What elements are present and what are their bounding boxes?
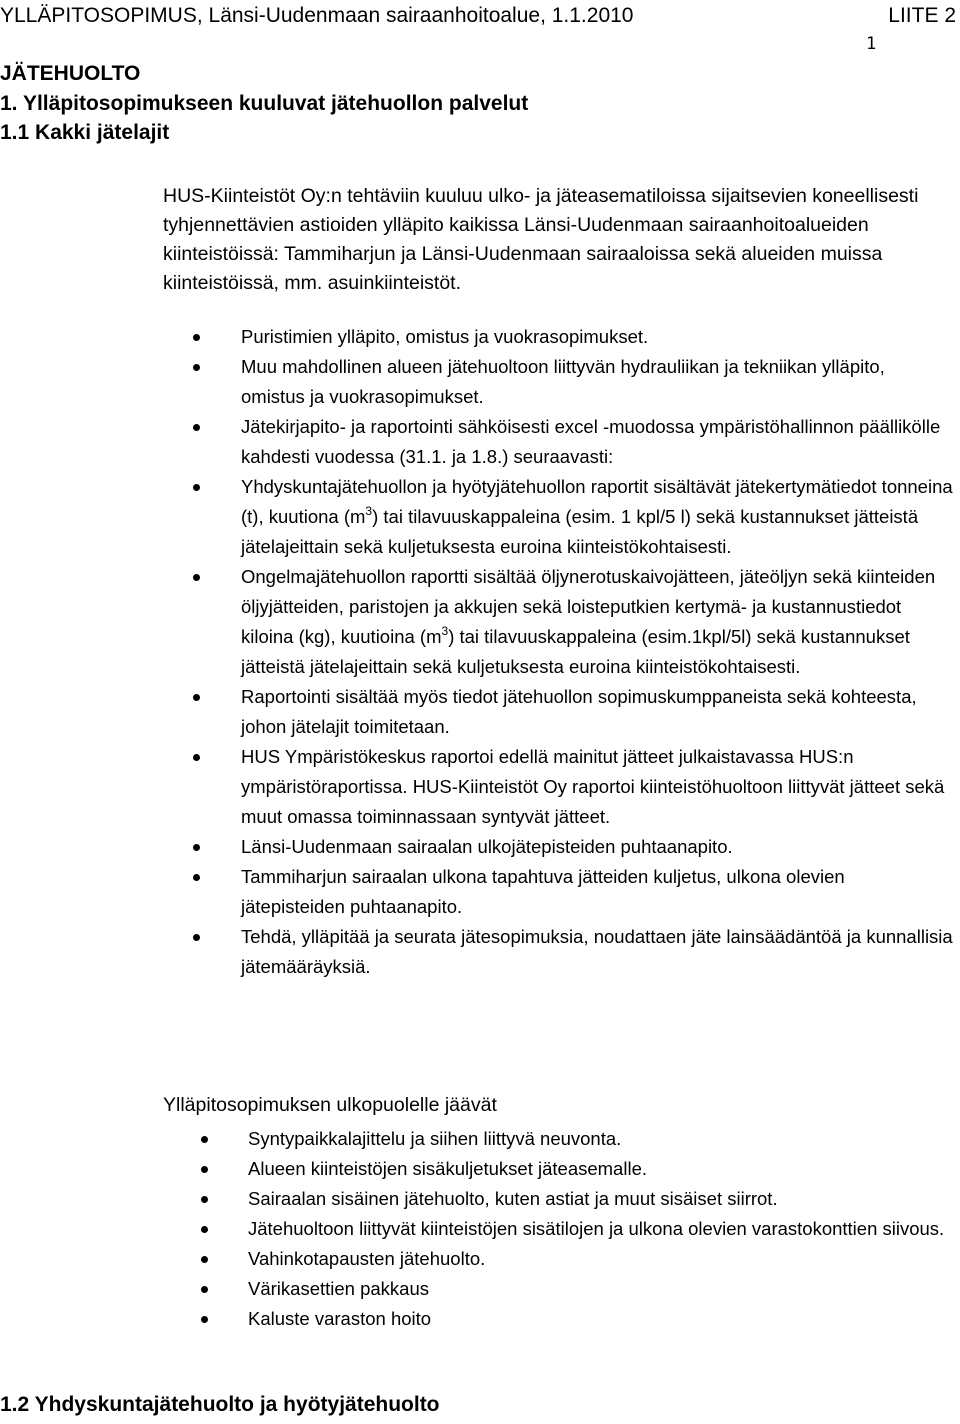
included-services-list	[241, 322, 953, 982]
section-1-heading: 1. Ylläpitosopimukseen kuuluvat jätehuollon palvelut	[0, 92, 529, 115]
list-item: Länsi-Uudenmaan sairaalan ulkojätepisteiden puhtaanapito.	[241, 832, 953, 862]
list-item: Tehdä, ylläpitää ja seurata jätesopimuksia, noudattaen jäte lainsäädäntöä ja kunnallisia jätemääräyksiä.	[241, 922, 953, 982]
list-item: Alueen kiinteistöjen sisäkuljetukset jäteasemalle.	[248, 1154, 953, 1184]
intro-paragraph: HUS-Kiinteistöt Oy:n tehtäviin kuuluu ulko- ja jäteasematiloissa sijaitsevien koneellisesti tyhjennettävien astioiden ylläpito kaikissa Länsi-Uudenmaan sairaanhoitoalueiden kiinteistöissä: Tammiharjun ja Länsi-Uudenmaan sairaaloissa sekä alueiden muissa kiinteistöissä, mm. asuinkiinteistöt.	[163, 185, 919, 294]
item-text: ) tai tilavuuskappaleina (esim. 1 kpl/5 l) sekä kustannukset jätteistä jätelajeittain sekä kuljetuksesta euroina kiinteistökohtaisesti.	[241, 506, 919, 557]
item-text: ) tai tilavuuskappaleina (esim.1kpl/5l) sekä kustannukset jätteistä jätelajeittain sekä kuljetuksesta euroina kiinteistökohtaisesti.	[241, 626, 910, 677]
list-item: Jätehuoltoon liittyvät kiinteistöjen sisätilojen ja ulkona olevien varastokonttien siivous.	[248, 1214, 953, 1244]
main-heading: JÄTEHUOLTO	[0, 62, 141, 85]
excluded-services-label: Ylläpitosopimuksen ulkopuolelle jäävät	[163, 1094, 497, 1116]
item-text: Ongelmajätehuollon raportti sisältää öljynerotuskaivojätteen, jäteöljyn sekä kiinteiden öljyjätteiden, paristojen ja akkujen sekä loisteputkien kertymä- ja kustannustiedot kiloina (kg), kuutioina (m	[241, 566, 936, 647]
appendix-label: LIITE 2	[888, 4, 956, 27]
list-item: Värikasettien pakkaus	[248, 1274, 953, 1304]
page-number: 1	[866, 34, 877, 54]
document-header-title: YLLÄPITOSOPIMUS, Länsi-Uudenmaan sairaanhoitoalue, 1.1.2010	[0, 4, 634, 27]
list-item: Syntypaikkalajittelu ja siihen liittyvä neuvonta.	[248, 1124, 953, 1154]
superscript: 3	[441, 624, 449, 638]
list-item: Raportointi sisältää myös tiedot jätehuollon sopimuskumppaneista sekä kohteesta, johon jätelajit toimitetaan.	[241, 682, 953, 742]
list-item: Tammiharjun sairaalan ulkona tapahtuva jätteiden kuljetus, ulkona olevien jätepisteiden puhtaanapito.	[241, 862, 953, 922]
list-item	[241, 562, 953, 682]
list-item: Puristimien ylläpito, omistus ja vuokrasopimukset.	[241, 322, 953, 352]
list-item: Sairaalan sisäinen jätehuolto, kuten astiat ja muut sisäiset siirrot.	[248, 1184, 953, 1214]
list-item: Jätekirjapito- ja raportointi sähköisesti excel -muodossa ympäristöhallinnon päällikölle kahdesti vuodessa (31.1. ja 1.8.) seuraavasti:	[241, 412, 953, 472]
list-item: Muu mahdollinen alueen jätehuoltoon liittyvän hydrauliikan ja tekniikan ylläpito, omistus ja vuokrasopimukset.	[241, 352, 953, 412]
section-1-1-heading: 1.1 Kakki jätelajit	[0, 121, 170, 144]
excluded-services-list	[248, 1124, 953, 1334]
list-item: HUS Ympäristökeskus raportoi edellä mainitut jätteet julkaistavassa HUS:n ympäristöraportissa. HUS-Kiinteistöt Oy raportoi kiinteistöhuoltoon liittyvät jätteet sekä muut omassa toiminnassaan syntyvät jätteet.	[241, 742, 953, 832]
list-item: Kaluste varaston hoito	[248, 1304, 953, 1334]
superscript: 3	[365, 504, 373, 518]
section-1-2-heading: 1.2 Yhdyskuntajätehuolto ja hyötyjätehuolto	[0, 1393, 440, 1416]
list-item: Vahinkotapausten jätehuolto.	[248, 1244, 953, 1274]
list-item	[241, 472, 953, 562]
item-text: Yhdyskuntajätehuollon ja hyötyjätehuollon raportit sisältävät jätekertymätiedot tonneina (t), kuutiona (m	[241, 476, 953, 527]
